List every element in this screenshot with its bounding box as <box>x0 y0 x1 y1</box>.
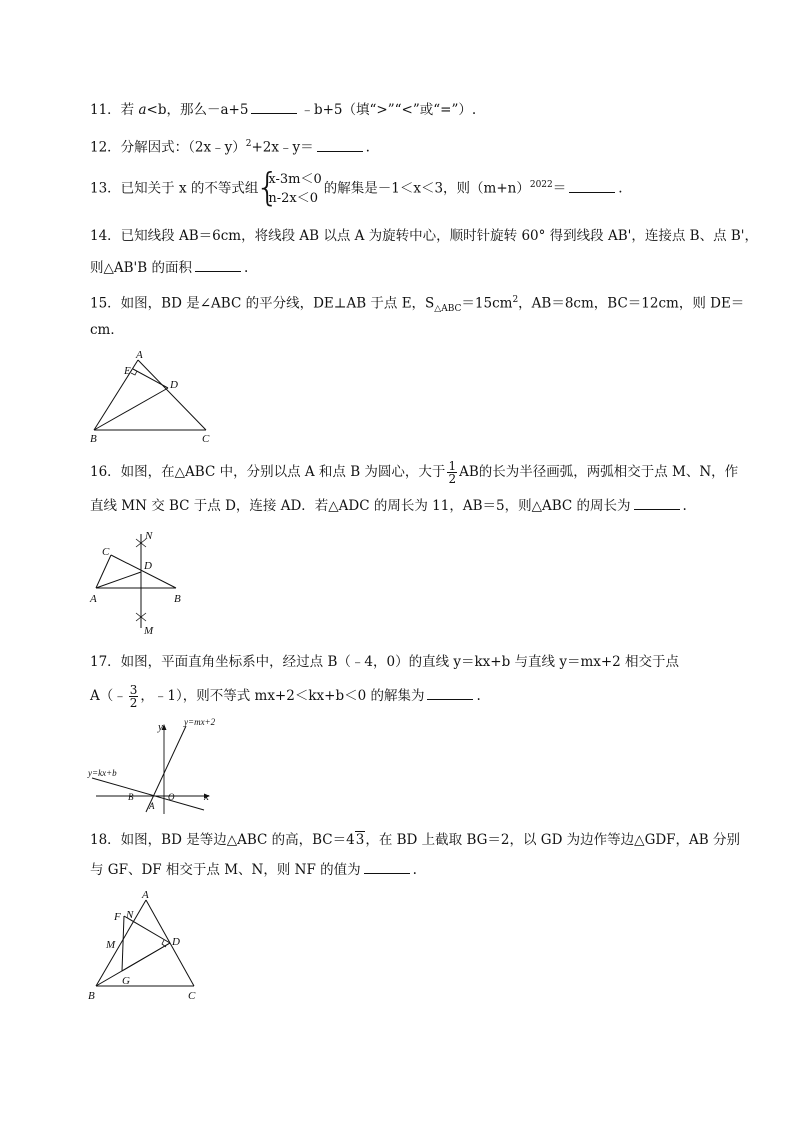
q17-text-b: ，﹣1），则不等式 mx+2＜kx+b＜0 的解集为 <box>140 688 425 704</box>
question-15-line2 <box>90 318 730 342</box>
fraction-numerator: 3 <box>129 683 138 697</box>
figure-17 <box>86 716 222 816</box>
question-18-line2 <box>90 858 730 882</box>
q15-unit: cm． <box>90 322 124 338</box>
label-b: B <box>128 792 134 802</box>
q15-subscript: △ABC <box>434 304 462 315</box>
answer-blank <box>569 178 615 193</box>
label-line-mx2: y=mx+2 <box>184 717 216 727</box>
q14-end: . <box>243 260 249 276</box>
question-17 <box>90 650 730 674</box>
label-b: B <box>90 433 97 444</box>
label-d: D <box>172 936 180 948</box>
label-a: A <box>149 801 155 811</box>
label-c: C <box>202 433 210 444</box>
inequality-1: { x-3m＜0 <box>268 172 322 187</box>
q12-text-c: . <box>365 139 370 156</box>
answer-blank <box>195 257 241 272</box>
question-14-line2 <box>90 256 730 280</box>
q16-end: . <box>682 498 687 514</box>
label-g: G <box>122 975 130 987</box>
question-11 <box>90 98 730 122</box>
q18-text-c: 与 GF、DF 相交于点 M、N，则 NF 的值为 <box>90 862 361 878</box>
label-c: C <box>188 990 196 1002</box>
q15-exponent: 2 <box>512 295 519 305</box>
q11-var-a: a <box>138 102 147 118</box>
q15-text-b: ＝15cm <box>461 295 513 312</box>
q11-lt: < <box>146 102 158 118</box>
label-m: M <box>106 939 116 951</box>
q13-text-b: 的解集是－1＜x＜3，则（m+n） <box>323 180 530 197</box>
inequality-2: n-2x＜0 <box>268 191 319 206</box>
label-y-axis: y <box>158 721 163 733</box>
answer-blank <box>317 137 363 152</box>
q12-exponent: 2 <box>245 139 252 149</box>
q12-text-b: +2x﹣y＝ <box>251 139 314 156</box>
answer-blank <box>364 859 410 874</box>
label-line-kxb: y=kx+b <box>88 768 117 778</box>
q16-text-b: AB的长为半径画弧，两弧相交于点 M、N，作 <box>459 464 739 480</box>
q13-exponent: 2022 <box>529 180 553 190</box>
label-d: D <box>144 560 152 572</box>
label-b: B <box>174 593 181 605</box>
fraction-denominator: 2 <box>448 472 457 486</box>
question-17-line2 <box>90 680 730 712</box>
q13-text-d: . <box>618 180 623 197</box>
question-14 <box>90 224 758 248</box>
q17-end: . <box>476 688 481 704</box>
fraction-denominator: 2 <box>129 696 138 710</box>
q17-line-1: 17．如图，平面直角坐标系中，经过点 B（﹣4，0）的直线 y＝kx+b 与直线 y＝mx+2 相交于点 <box>90 654 680 670</box>
fraction-half <box>447 460 457 485</box>
label-a: A <box>90 593 97 605</box>
q13-text-a: 13．已知关于 x 的不等式组 <box>90 180 259 197</box>
answer-blank <box>427 685 473 700</box>
q18-text-b: ，在 BD 上截取 BG＝2，以 GD 为边作等边△GDF，AB 分别 <box>365 832 740 848</box>
q11-text-b: b，那么－a+5 <box>157 102 249 118</box>
q18-end: . <box>412 862 417 878</box>
question-16-line2 <box>90 494 730 518</box>
q11-text-a: 11．若 <box>90 102 139 118</box>
figure-18 <box>84 888 212 1004</box>
q17-text-a: A（﹣ <box>90 688 127 704</box>
q15-text-a: 15．如图，BD 是∠ABC 的平分线，DE⊥AB 于点 E，S <box>90 295 435 312</box>
label-x-axis: x <box>204 791 209 803</box>
q15-text-c: ，AB＝8cm，BC＝12cm，则 DE＝ <box>518 295 745 312</box>
label-o: O <box>168 792 175 802</box>
label-n: N <box>145 530 153 542</box>
question-15 <box>90 288 745 321</box>
q18-text-a: 18．如图，BD 是等边△ABC 的高，BC＝4 <box>90 832 355 848</box>
label-n: N <box>126 909 134 921</box>
inequality-system <box>258 170 321 208</box>
label-e: E <box>124 365 131 377</box>
question-12 <box>90 132 730 160</box>
question-13 <box>90 165 730 209</box>
label-a: A <box>136 349 143 361</box>
q13-text-c: ＝ <box>552 180 567 197</box>
fraction-three-halves <box>129 684 139 709</box>
figure-16 <box>86 528 196 638</box>
answer-blank <box>634 495 680 510</box>
label-b: B <box>88 990 95 1002</box>
label-c: C <box>102 546 110 558</box>
figure-15 <box>86 348 216 444</box>
q16-text-c: 直线 MN 交 BC 于点 D，连接 AD．若△ADC 的周长为 11，AB＝5，则△ABC 的周长为 <box>90 498 631 514</box>
label-f: F <box>114 911 121 923</box>
question-18 <box>90 828 740 852</box>
q14-line-1: 14．已知线段 AB＝6cm，将线段 AB 以点 A 为旋转中心，顺时针旋转 60° 得到线段 AB'，连接点 B、点 B'， <box>90 228 758 244</box>
q16-text-a: 16．如图，在△ABC 中，分别以点 A 和点 B 为圆心，大于 <box>90 464 446 480</box>
label-a: A <box>142 889 149 901</box>
label-m: M <box>144 625 154 637</box>
sqrt-three: 3 <box>355 832 365 848</box>
q12-text-a: 12．分解因式：（2x﹣y） <box>90 139 246 156</box>
answer-blank <box>251 99 297 114</box>
label-d: D <box>170 379 178 391</box>
q14-line-2: 则△AB'B 的面积 <box>90 260 192 276</box>
fraction-numerator: 1 <box>448 459 457 473</box>
question-16 <box>90 457 739 487</box>
q11-text-c: ﹣b+5（填“>”“<”或“=”）. <box>300 102 477 118</box>
